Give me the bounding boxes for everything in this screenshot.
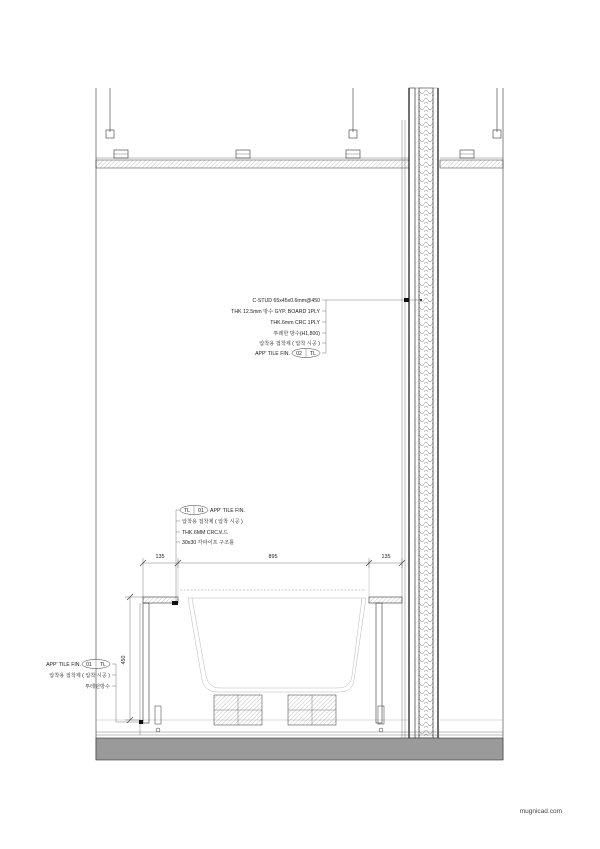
tub-callout-pipe-frame: 30x30 각파이프 구조틀 bbox=[182, 540, 235, 546]
left-callout-leaders bbox=[82, 660, 143, 725]
left-tag-code-b: TL bbox=[99, 662, 107, 668]
tub-tag-code-a: TL bbox=[183, 508, 191, 514]
dim-right-ledge: 135 bbox=[381, 554, 391, 560]
tub-callout-crc-board: THK.6MM CRC보드 bbox=[182, 530, 229, 536]
floor-slab bbox=[96, 720, 503, 760]
dimension-lines bbox=[125, 558, 405, 723]
dim-left-ledge: 135 bbox=[155, 554, 165, 560]
bathtub bbox=[140, 560, 402, 735]
wall-callout-leaders bbox=[292, 298, 422, 358]
tag-code-b: TL bbox=[309, 351, 317, 357]
tub-tag-code-b: 01 bbox=[198, 508, 204, 514]
left-callout-texts bbox=[46, 662, 110, 690]
tub-callout-adhesive: 압착용 접착제 ( 압착 시공 ) bbox=[182, 519, 243, 525]
wall-callout-texts bbox=[231, 298, 320, 357]
partition-wall bbox=[402, 88, 438, 738]
callout-tile-fin: APP' TILE FIN. bbox=[255, 351, 290, 357]
left-callout-waterproof: 투레턴방수 bbox=[84, 684, 110, 690]
left-callout-tile-fin: APP' TILE FIN. bbox=[46, 662, 81, 668]
dimension-texts bbox=[121, 554, 391, 665]
watermark: mugnicad.com bbox=[519, 808, 562, 815]
callout-adhesive: 압착용 접착제 ( 압착 시공 ) bbox=[259, 341, 320, 347]
callout-gyp-board: THK 12.5mm 방수 GYP. BOARD 1PLY bbox=[231, 309, 320, 315]
ceiling-assembly bbox=[96, 88, 503, 168]
tag-code-a: 02 bbox=[296, 351, 302, 357]
callout-crc: THK.6mm CRC 1PLY bbox=[270, 320, 320, 326]
left-callout-adhesive: 압착용 접착제 ( 압착 시공 ) bbox=[49, 673, 110, 679]
dim-tub-width: 895 bbox=[268, 554, 278, 560]
tub-callout-tile-fin: APP' TILE FIN. bbox=[210, 508, 245, 514]
callout-waterproof: 투레한 방수(H1,800) bbox=[273, 331, 320, 337]
frame bbox=[96, 88, 503, 760]
callout-c-stud: C-STUD 65x45x0.6mm@450 bbox=[252, 298, 320, 304]
dim-tub-height: 450 bbox=[121, 655, 127, 665]
left-tag-code-a: 01 bbox=[86, 662, 92, 668]
